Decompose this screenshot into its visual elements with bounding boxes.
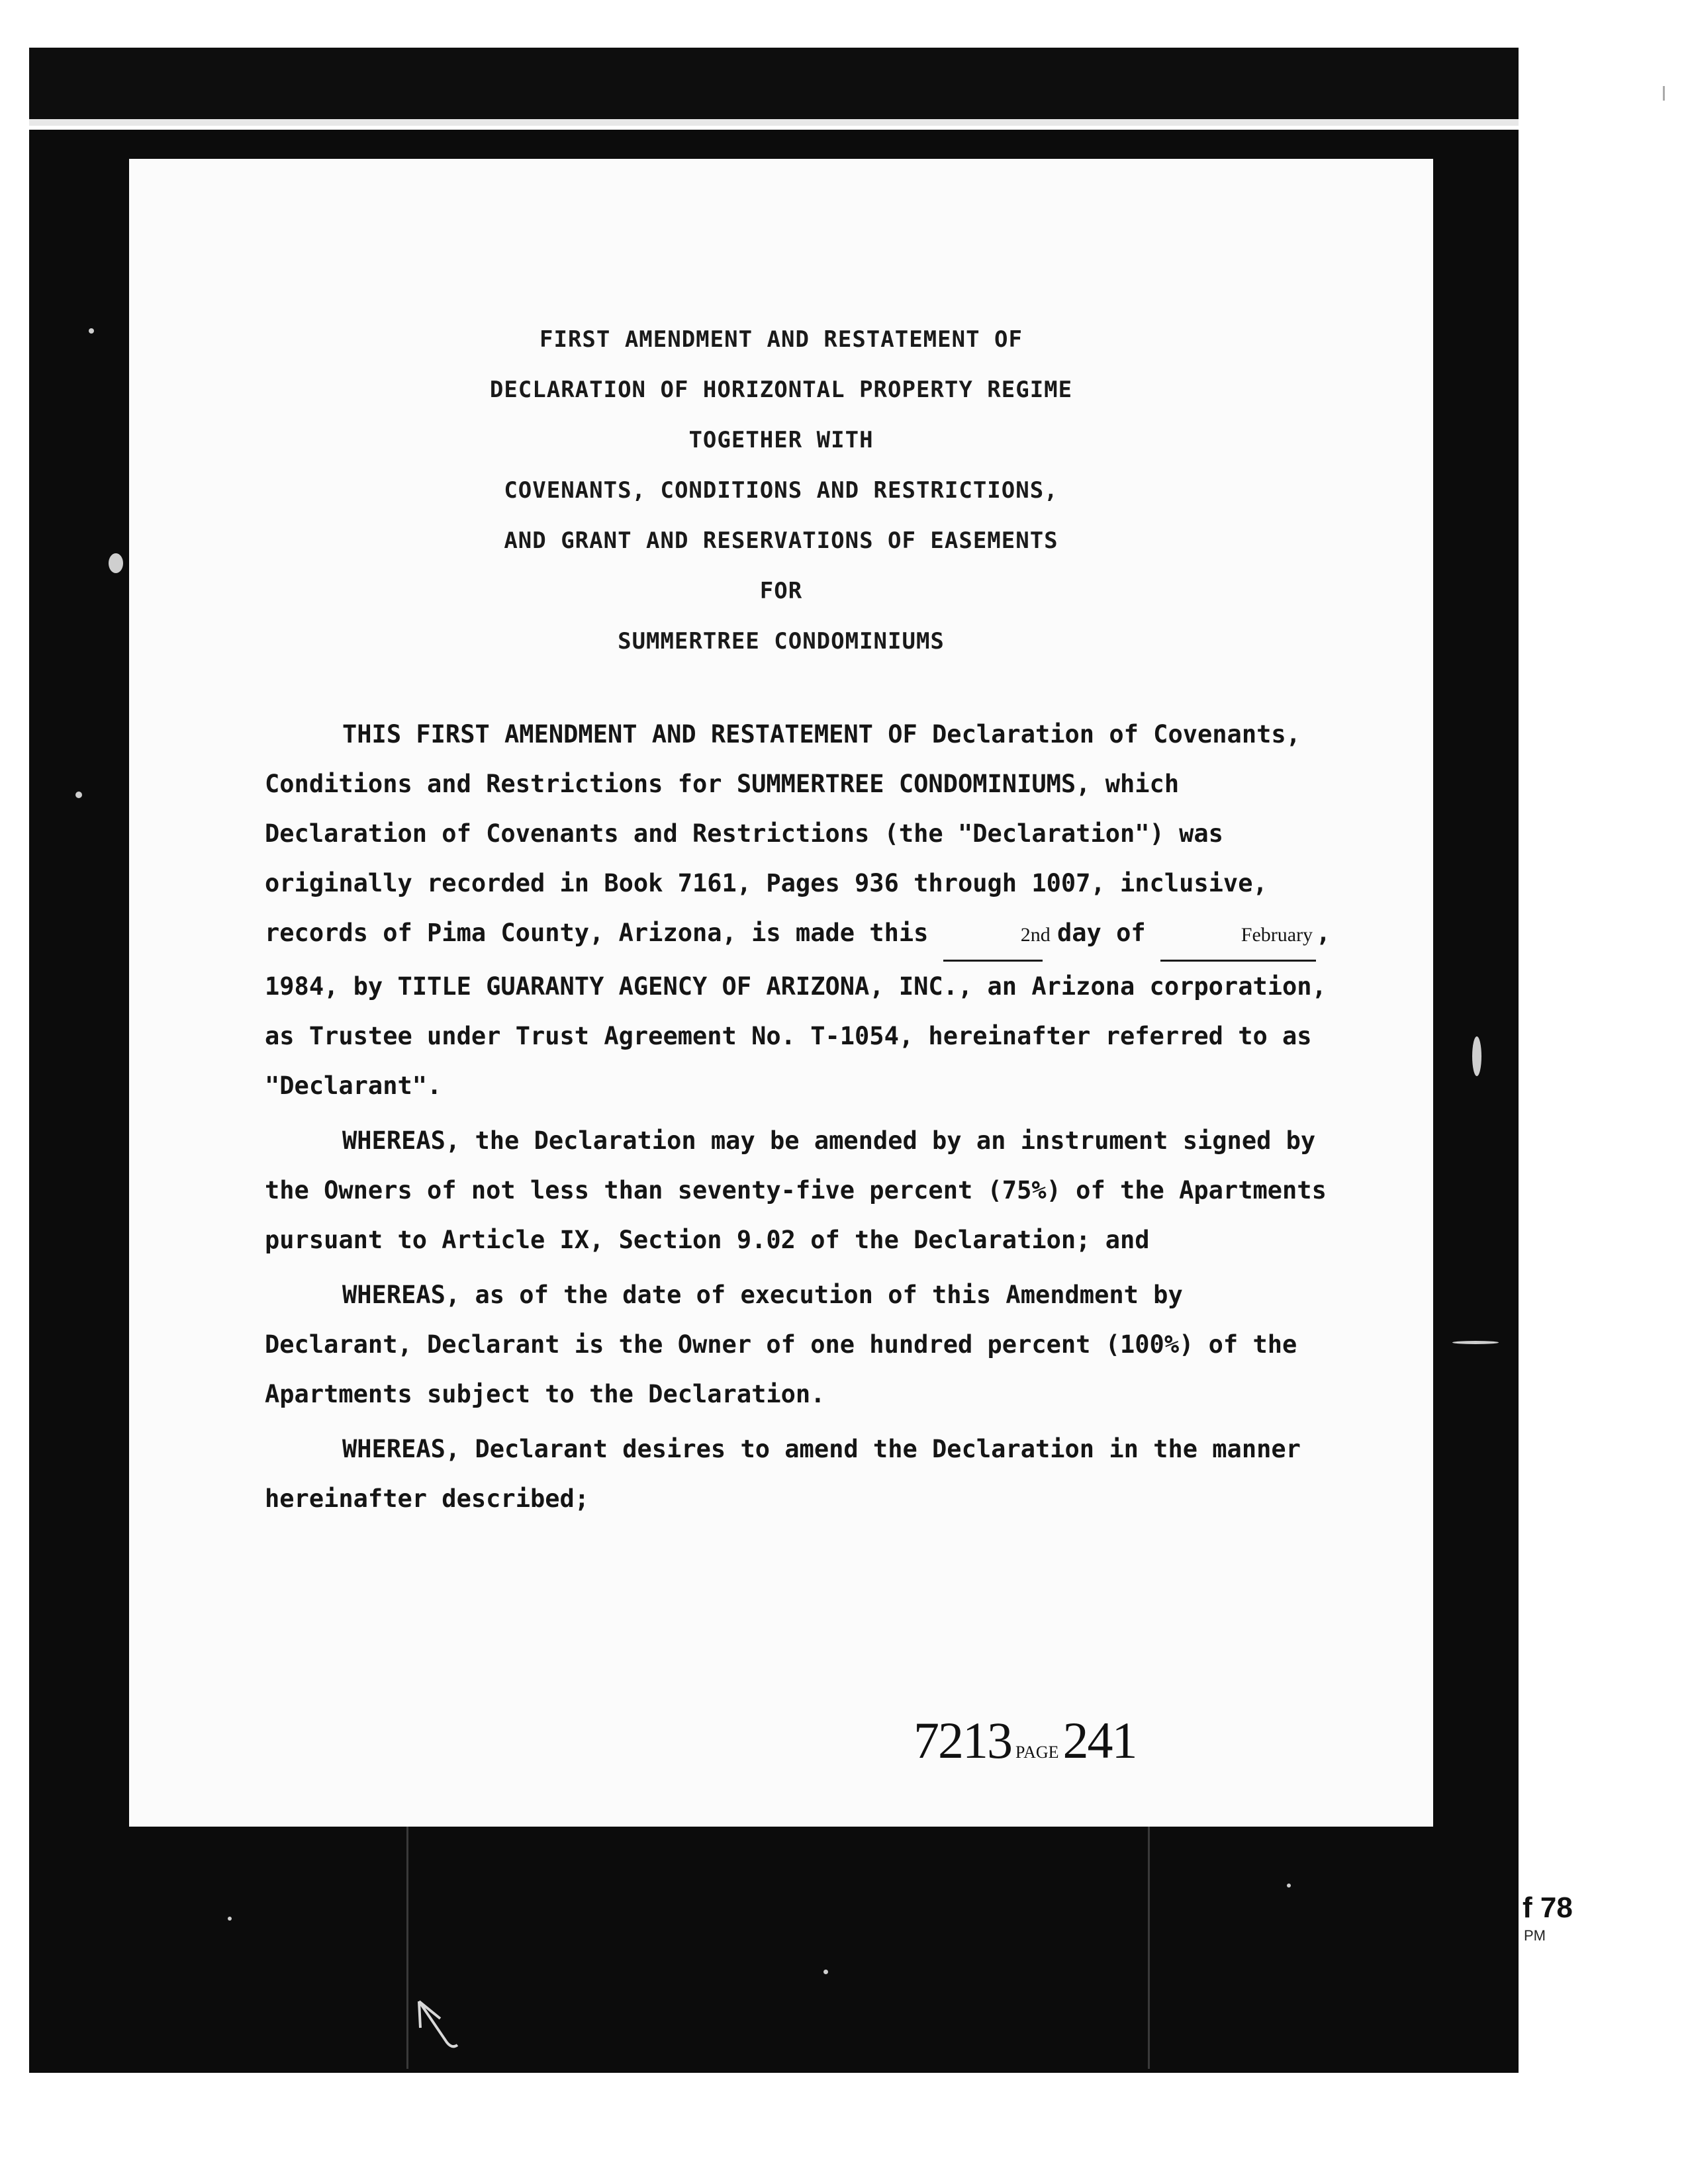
paragraph-whereas-2: WHEREAS, as of the date of execution of this Amendment by Declarant, Declarant is the Owner of one hundred percent (100%) of the Apartments subject to the Declaration. [265, 1281, 1297, 1408]
title-line: FIRST AMENDMENT AND RESTATEMENT OF [539, 326, 1023, 353]
title-line: SUMMERTREE CONDOMINIUMS [618, 628, 945, 655]
scan-speck [1472, 1036, 1481, 1076]
filled-month-field: February [1160, 910, 1316, 962]
title-line: TOGETHER WITH [688, 427, 874, 453]
book-number: 7213 [914, 1711, 1011, 1769]
margin-mark [1663, 86, 1665, 101]
pen-mark-icon [414, 1999, 473, 2052]
filled-day-field: 2nd [943, 910, 1043, 962]
scan-speck [89, 328, 94, 334]
document-body [265, 709, 1337, 1524]
scan-speck [228, 1917, 232, 1921]
page-label: PAGE [1015, 1743, 1059, 1762]
paragraph-text: , 1984, by TITLE GUARANTY AGENCY OF ARIZONA, INC., an Arizona corporation, as Trustee under Trust Agreement No. T-1054, hereinafter referred to as "Declarant". [265, 919, 1331, 1100]
scan-frame-top [29, 48, 1519, 122]
scan-speck [1287, 1884, 1291, 1888]
document-page [129, 159, 1433, 1827]
scan-speck [1452, 1341, 1499, 1344]
title-line: DECLARATION OF HORIZONTAL PROPERTY REGIME [489, 377, 1073, 403]
paragraph-text: day of [1042, 919, 1160, 947]
paragraph-text: THIS FIRST AMENDMENT AND RESTATEMENT OF Declaration of Covenants, Conditions and Restrictions for SUMMERTREE CONDOMINIUMS, which Declaration of Covenants and Restrictions (the "Declaration") was originally recorded in Book 7161, Pages 936 through 1007, inclusive, records of Pima County, Arizona, is made this [265, 720, 1301, 947]
title-line: FOR [759, 578, 803, 604]
viewer-time-suffix: PM [1524, 1927, 1546, 1944]
title-line: AND GRANT AND RESERVATIONS OF EASEMENTS [504, 527, 1058, 554]
paragraph-whereas-1: WHEREAS, the Declaration may be amended by an instrument signed by the Owners of not less than seventy-five percent (75%) of the Apartments pursuant to Article IX, Section 9.02 of the Declaration; and [265, 1126, 1327, 1254]
scan-artifact-line [406, 1824, 408, 2069]
scan-speck [823, 1970, 828, 1974]
recording-stamp [914, 1711, 1137, 1770]
scan-speck [109, 553, 123, 573]
page-number: 241 [1062, 1711, 1137, 1769]
paragraph-preamble [265, 709, 1337, 1111]
scan-speck [75, 792, 82, 798]
document-title [129, 314, 1433, 666]
scan-frame-divider [29, 119, 1519, 126]
viewer-page-counter: f 78 [1523, 1891, 1573, 1924]
title-line: COVENANTS, CONDITIONS AND RESTRICTIONS, [504, 477, 1058, 504]
paragraph-whereas-3: WHEREAS, Declarant desires to amend the Declaration in the manner hereinafter described; [265, 1435, 1301, 1513]
scan-artifact-line [1148, 1824, 1150, 2069]
